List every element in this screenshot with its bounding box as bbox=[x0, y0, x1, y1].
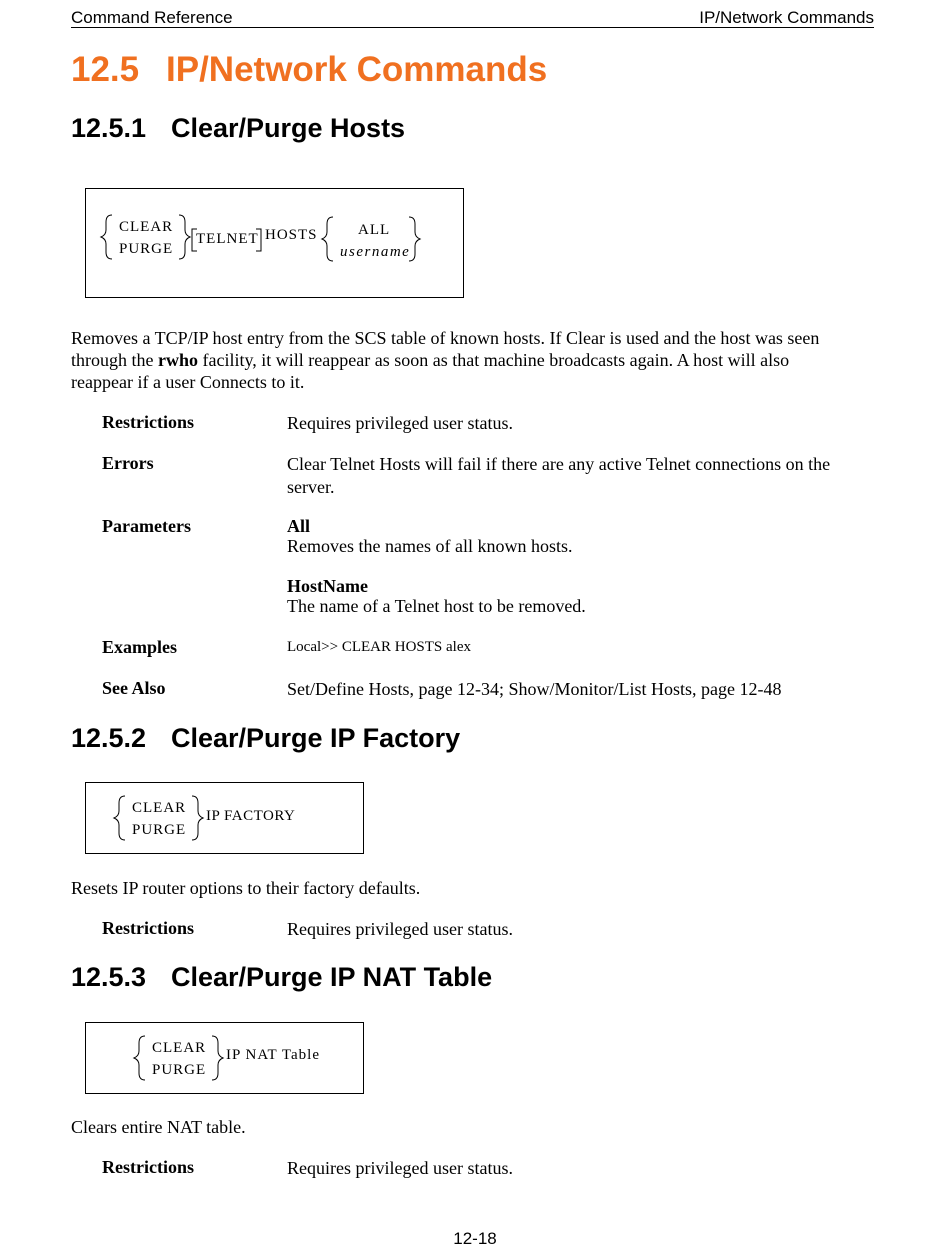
syntax-username: username bbox=[340, 244, 411, 260]
desc-line-3: reappear if a user Connects to it. bbox=[71, 372, 305, 392]
syntax-ip-nat-table: IP NAT Table bbox=[226, 1047, 321, 1063]
section-heading bbox=[71, 50, 547, 90]
hosts-description bbox=[71, 327, 871, 393]
syntax-box-nat-table bbox=[85, 1022, 364, 1094]
subsection-number: 12.5.1 bbox=[71, 113, 147, 143]
syntax-box-hosts bbox=[85, 188, 464, 298]
syntax-ip-factory: IP FACTORY bbox=[206, 808, 296, 824]
restrictions-value: Requires privileged user status. bbox=[287, 919, 513, 939]
desc-rwho: rwho bbox=[158, 350, 198, 370]
syntax-box-ip-factory bbox=[85, 782, 364, 854]
syntax-hosts: HOSTS bbox=[265, 227, 318, 243]
header-rule bbox=[71, 27, 874, 28]
syntax-clear: CLEAR bbox=[119, 219, 174, 235]
subsection-heading-ip-factory bbox=[71, 723, 460, 754]
restrictions-value: Requires privileged user status. bbox=[287, 413, 513, 433]
param-desc-hostname: The name of a Telnet host to be removed. bbox=[287, 596, 586, 616]
param-desc-all: Removes the names of all known hosts. bbox=[287, 536, 573, 556]
nat-table-description: Clears entire NAT table. bbox=[71, 1117, 246, 1137]
errors-value: Clear Telnet Hosts will fail if there are any active Telnet connections on the server. bbox=[287, 454, 831, 497]
param-name-all: All bbox=[287, 516, 311, 536]
examples-label: Examples bbox=[102, 637, 178, 657]
syntax-clear: CLEAR bbox=[132, 800, 187, 816]
running-header-left: Command Reference bbox=[71, 8, 233, 27]
running-header-right: IP/Network Commands bbox=[699, 8, 874, 27]
subsection-title: Clear/Purge Hosts bbox=[171, 113, 406, 143]
subsection-heading-nat-table bbox=[71, 962, 492, 993]
restrictions-label: Restrictions bbox=[102, 412, 194, 432]
syntax-brackets bbox=[86, 1023, 363, 1093]
syntax-clear: CLEAR bbox=[152, 1040, 207, 1056]
section-title: IP/Network Commands bbox=[166, 50, 548, 89]
subsection-number: 12.5.2 bbox=[71, 723, 147, 753]
parameters-label: Parameters bbox=[102, 516, 191, 536]
subsection-title: Clear/Purge IP NAT Table bbox=[171, 962, 493, 992]
desc-text: facility, it will reappear as soon as that machine broadcasts again. A host will also bbox=[198, 350, 790, 370]
desc-line-1: Removes a TCP/IP host entry from the SCS table of known hosts. If Clear is used and the host was seen bbox=[71, 328, 820, 348]
syntax-purge: PURGE bbox=[152, 1062, 207, 1078]
section-number: 12.5 bbox=[71, 50, 140, 89]
restrictions-value: Requires privileged user status. bbox=[287, 1158, 513, 1178]
syntax-telnet: TELNET bbox=[196, 231, 259, 247]
see-also-label: See Also bbox=[102, 678, 166, 698]
syntax-all: ALL bbox=[358, 222, 391, 238]
subsection-number: 12.5.3 bbox=[71, 962, 147, 992]
syntax-purge: PURGE bbox=[119, 241, 174, 257]
errors-label: Errors bbox=[102, 453, 154, 473]
desc-line-2 bbox=[71, 349, 871, 371]
desc-text: through the bbox=[71, 350, 158, 370]
see-also-value: Set/Define Hosts, page 12-34; Show/Monitor/List Hosts, page 12-48 bbox=[287, 679, 782, 699]
ip-factory-description: Resets IP router options to their factory defaults. bbox=[71, 878, 421, 898]
syntax-purge: PURGE bbox=[132, 822, 187, 838]
param-name-hostname: HostName bbox=[287, 576, 368, 596]
parameters-value bbox=[287, 516, 872, 616]
restrictions-label: Restrictions bbox=[102, 1157, 194, 1177]
page-number: 12-18 bbox=[453, 1229, 497, 1248]
subsection-heading-hosts bbox=[71, 113, 405, 144]
restrictions-label: Restrictions bbox=[102, 918, 194, 938]
subsection-title: Clear/Purge IP Factory bbox=[171, 723, 461, 753]
example-command: Local>> CLEAR HOSTS alex bbox=[287, 639, 471, 655]
